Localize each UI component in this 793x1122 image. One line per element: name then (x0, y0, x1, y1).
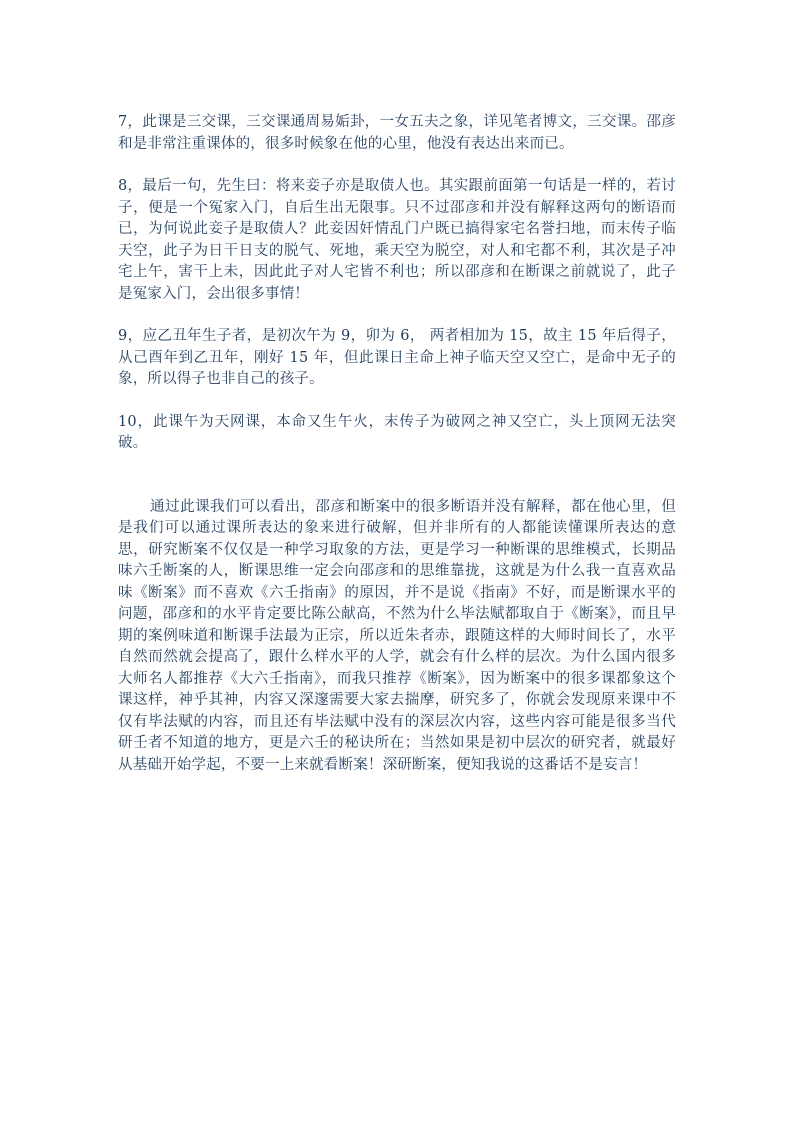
paragraph-spacer (118, 155, 676, 176)
section-spacer (118, 455, 676, 497)
paragraph-9: 9，应乙丑年生子者，是初次午为 9，卯为 6， 两者相加为 15，故主 15 年后得子，从己酉年到乙丑年，刚好 15 年，但此课日主命上神子临天空又空亡，是命中无子的象，所以得子也非自己的孩子。 (118, 328, 676, 387)
summary-paragraph: 通过此课我们可以看出，邵彦和断案中的很多断语并没有解释，都在他心里，但是我们可以通过课所表达的象来进行破解，但并非所有的人都能读懂课所表达的意思，研究断案不仅仅是一种学习取象的方法，更是学习一种断课的思维模式，长期品味六壬断案的人，断课思维一定会向邵彦和的思维靠拢，这就是为什么我一直喜欢品味《断案》而不喜欢《六壬指南》的原因，并不是说《指南》不好，而是断课水平的问题，邵彦和的水平肯定要比陈公献高，不然为什么毕法赋都取自于《断案》，而且早期的案例味道和断课手法最为正宗，所以近朱者赤，跟随这样的大师时间长了，水平自然而然就会提高了，跟什么样水平的人学，就会有什么样的层次。为什么国内很多大师名人都推荐《大六壬指南》，而我只推荐《断案》，因为断案中的很多课都象这个课这样，神乎其神，内容又深邃需要大家去揣摩，研究多了，你就会发现原来课中不仅有毕法赋的内容，而且还有毕法赋中没有的深层次内容，这些内容可能是很多当代研壬者不知道的地方，更是六壬的秘诀所在；当然如果是初中层次的研究者，就最好从基础开始学起，不要一上来就看断案！深研断案，便知我说的这番话不是妄言！ (118, 498, 676, 773)
paragraph-7: 7，此课是三交课，三交课通周易姤卦，一女五夫之象，详见笔者博文，三交课。邵彦和是非常注重课体的，很多时候象在他的心里，他没有表达出来而已。 (118, 114, 676, 152)
paragraph-spacer (118, 305, 676, 326)
paragraph-8: 8，最后一句，先生曰：将来妾子亦是取债人也。其实跟前面第一句话是一样的，若讨子，便是一个冤家入门，自后生出无限事。只不过邵彦和并没有解释这两句的断语而已，为何说此妾子是取债人？此妾因奸情乱门户既已搞得家宅名誉扫地，而末传子临天空，此子为日干日支的脱气、死地，乘天空为脱空，对人和宅都不利，其次是子冲宅上午，害干上未，因此此子对人宅皆不利也；所以邵彦和在断课之前就说了，此子是冤家入门，会出很多事情！ (118, 178, 676, 302)
paragraph-10: 10，此课午为天网课，本命又生午火，末传子为破网之神又空亡，头上顶网无法突破。 (118, 413, 676, 451)
paragraph-spacer (118, 391, 676, 412)
document-page (118, 112, 676, 776)
